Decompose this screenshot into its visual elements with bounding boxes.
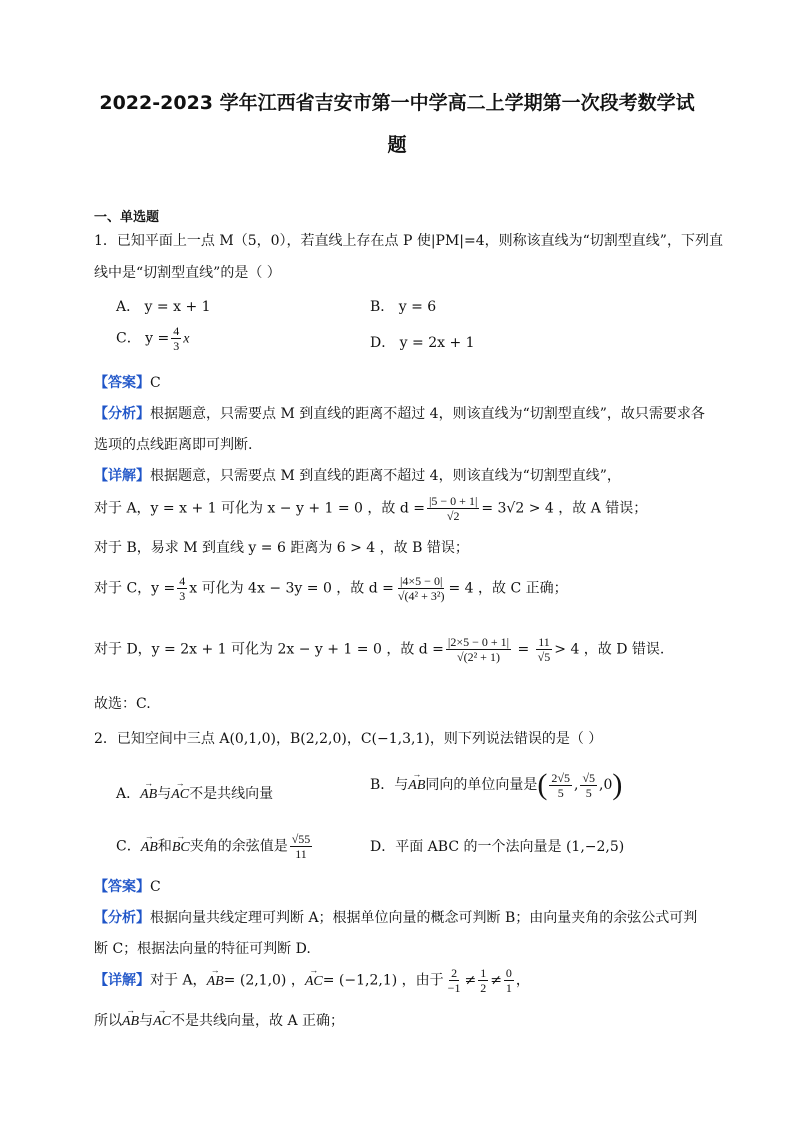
- fraction-denominator: 3: [173, 339, 180, 353]
- option-text: 夹角的余弦值是: [189, 838, 288, 855]
- fraction-denominator: 1: [505, 981, 512, 995]
- fraction-numerator: |2×5 − 0 + 1|: [447, 635, 510, 649]
- detail-text: ，: [515, 972, 530, 989]
- detail-tag: 【详解】: [94, 972, 150, 989]
- detail-c-coef-fraction: [177, 574, 187, 603]
- q1-option-c: [116, 324, 189, 353]
- ratio-fraction1: [446, 966, 463, 995]
- q2-b-fraction2: [580, 771, 597, 800]
- vector-bc: → BC: [172, 840, 190, 856]
- vector-ab: → AB: [207, 974, 224, 990]
- q1-detail-b: 对于 B，易求 M 到直线 y = 6 距离为 6 > 4 ，故 B 错误；: [94, 540, 469, 556]
- q2-stem: 2．已知空间中三点 A(0,1,0)，B(2,2,0)，C(−1,3,1)，则下列说法错误的是（ ）: [94, 731, 603, 747]
- answer-value: C: [150, 879, 161, 895]
- fraction-numerator: 2: [451, 966, 458, 980]
- fraction-numerator: 2√5: [551, 770, 570, 785]
- analysis-tag: 【分析】: [94, 406, 150, 422]
- fraction-numerator: 1: [480, 966, 487, 980]
- q1-option-b: B． y = 6: [370, 299, 437, 315]
- answer-tag: 【答案】: [94, 375, 150, 391]
- detail-a-fraction: [427, 494, 479, 523]
- option-text: 与: [394, 777, 409, 793]
- fraction-numerator: |5 − 0 + 1|: [429, 494, 478, 508]
- fraction-denominator: 5: [585, 785, 592, 800]
- q1-detail-c: [94, 574, 568, 603]
- option-text: ,0: [599, 777, 613, 793]
- vector-ab: → AB: [141, 840, 158, 856]
- detail-d-mid-fraction: [536, 635, 553, 664]
- detail-text: = (2,1,0) ，: [223, 972, 305, 989]
- q1-analysis-line1: [94, 403, 705, 423]
- detail-text: 与: [139, 1013, 154, 1029]
- q2-c-fraction: [290, 832, 313, 861]
- fraction-denominator: 11: [295, 847, 307, 861]
- q1-analysis-line2: 选项的点线距离即可判断.: [94, 437, 253, 453]
- fraction-denominator: √(4² + 3²): [397, 589, 445, 603]
- analysis-text: 根据向量共线定理可判断 A；根据单位向量的概念可判断 B；由向量夹角的余弦公式可判: [150, 910, 698, 926]
- not-equal-sign: ≠: [490, 972, 502, 989]
- fraction-numerator: 0: [505, 966, 512, 980]
- q1-detail-d: 对于 D，y = 2x + 1 可化为 2x − y + 1 = 0 ，故 d = $\frac{|2\times 5 - 0 + 1|}{\text{√(2² + 1)}}$ = $\frac{11}{√5}$ > 4 ，故 D 错误.: [94, 635, 665, 664]
- option-text: 同向的单位向量是: [425, 777, 538, 793]
- fraction-denominator: 3: [179, 589, 186, 603]
- option-label: C．: [116, 838, 141, 855]
- detail-text: 对于 A，: [150, 972, 207, 989]
- left-paren: (: [537, 768, 548, 801]
- detail-a-suffix: = 3√2 > 4 ，故 A 错误；: [481, 500, 648, 517]
- fraction-denominator: √5: [537, 650, 551, 664]
- q2-analysis-line2: 断 C；根据法向量的特征可判断 D.: [94, 941, 311, 957]
- q2-option-b: B．与→ AB同向的单位向量是( $\frac{2√5}{5}$ , $\frac{√5}{5}$ ,0): [370, 768, 622, 802]
- ratio-fraction2: [478, 966, 488, 995]
- detail-c-suffix: = 4 ，故 C 正确；: [448, 580, 568, 597]
- right-paren: ): [612, 768, 623, 801]
- document-title-line1: 2022-2023 学年江西省吉安市第一中学高二上学期第一次段考数学试: [99, 92, 695, 114]
- q2-detail-line1: [94, 966, 530, 995]
- q1-option-c-prefix: C． y =: [116, 330, 170, 347]
- detail-a-prefix: 对于 A，y = x + 1 可化为 x − y + 1 = 0 ，故 d =: [94, 500, 425, 517]
- detail-text: 不是共线向量，故 A 正确；: [171, 1013, 345, 1029]
- answer-value: C: [150, 375, 161, 391]
- fraction-numerator: √5: [582, 770, 596, 785]
- option-text: 与: [157, 786, 172, 802]
- vector-ab: → AB: [408, 778, 425, 794]
- fraction-numerator: |4×5 − 0|: [400, 574, 443, 588]
- detail-c-mid: x 可化为 4x − 3y = 0 ，故 d =: [189, 580, 394, 597]
- detail-tag: 【详解】: [94, 468, 150, 484]
- q1-option-a: A． y = x + 1: [116, 299, 211, 315]
- ratio-fraction3: [504, 966, 514, 995]
- option-text: 不是共线向量: [189, 786, 274, 802]
- detail-text: 根据题意，只需要点 M 到直线的距离不超过 4，则该直线为“切割型直线”，: [150, 468, 621, 484]
- q2-option-c: [116, 832, 314, 861]
- q2-option-a: [116, 783, 273, 803]
- not-equal-sign: ≠: [464, 972, 477, 989]
- detail-d-prefix: 对于 D，y = 2x + 1 可化为 2x − y + 1 = 0 ，故 d =: [94, 641, 444, 658]
- vector-ac: → AC: [171, 787, 189, 803]
- q1-option-c-fraction: [171, 324, 181, 353]
- detail-text: 所以: [94, 1013, 122, 1029]
- vector-ac: → AC: [305, 974, 323, 990]
- vector-ac: → AC: [153, 1014, 171, 1030]
- detail-d-suffix: > 4 ，故 D 错误.: [554, 641, 665, 658]
- q2-analysis-line1: [94, 907, 697, 927]
- q2-detail-line2: [94, 1010, 344, 1030]
- fraction-denominator: 5: [557, 785, 564, 800]
- detail-text: = (−1,2,1) ，由于: [322, 972, 444, 989]
- q2-b-fraction1: [549, 771, 572, 800]
- fraction-denominator: −1: [447, 981, 461, 995]
- fraction-numerator: √55: [291, 832, 311, 846]
- q1-choice: 故选：C.: [94, 696, 151, 712]
- vector-ab: → AB: [122, 1014, 139, 1030]
- q1-stem-line1: 1．已知平面上一点 M（5，0），若直线上存在点 P 使|PM|=4，则称该直线为“切割型直线”，下列直: [94, 233, 723, 249]
- fraction-denominator: √2: [446, 509, 460, 523]
- analysis-text: 根据题意，只需要点 M 到直线的距离不超过 4，则该直线为“切割型直线”，故只需要求各: [150, 406, 705, 422]
- analysis-tag: 【分析】: [94, 910, 150, 926]
- answer-tag: 【答案】: [94, 879, 150, 895]
- q1-option-d: D． y = 2x + 1: [370, 335, 475, 351]
- option-label: B．: [370, 777, 395, 793]
- detail-c-fraction: [396, 574, 447, 603]
- q1-option-c-suffix: x: [183, 331, 190, 347]
- detail-d-fraction: [446, 635, 511, 664]
- vector-ab: → AB: [140, 787, 157, 803]
- fraction-denominator: √(2² + 1): [457, 650, 500, 664]
- fraction-denominator: 2: [480, 981, 487, 995]
- fraction-numerator: 11: [538, 635, 550, 649]
- section-heading: 一、单选题: [94, 210, 160, 225]
- option-text: 和: [157, 838, 172, 855]
- q2-option-d: D．平面 ABC 的一个法向量是 (1,−2,5): [370, 839, 625, 855]
- q2-answer: [94, 876, 161, 896]
- q1-detail-line1: [94, 465, 621, 485]
- fraction-numerator: 4: [173, 324, 180, 338]
- detail-c-prefix: 对于 C，y =: [94, 580, 176, 597]
- q1-stem-line2: 线中是“切割型直线”的是（ ）: [94, 265, 281, 281]
- q1-answer: [94, 372, 161, 392]
- fraction-numerator: 4: [179, 574, 186, 588]
- document-title-line2: 题: [387, 134, 407, 156]
- q1-detail-a: [94, 494, 647, 523]
- option-label: A．: [116, 786, 141, 802]
